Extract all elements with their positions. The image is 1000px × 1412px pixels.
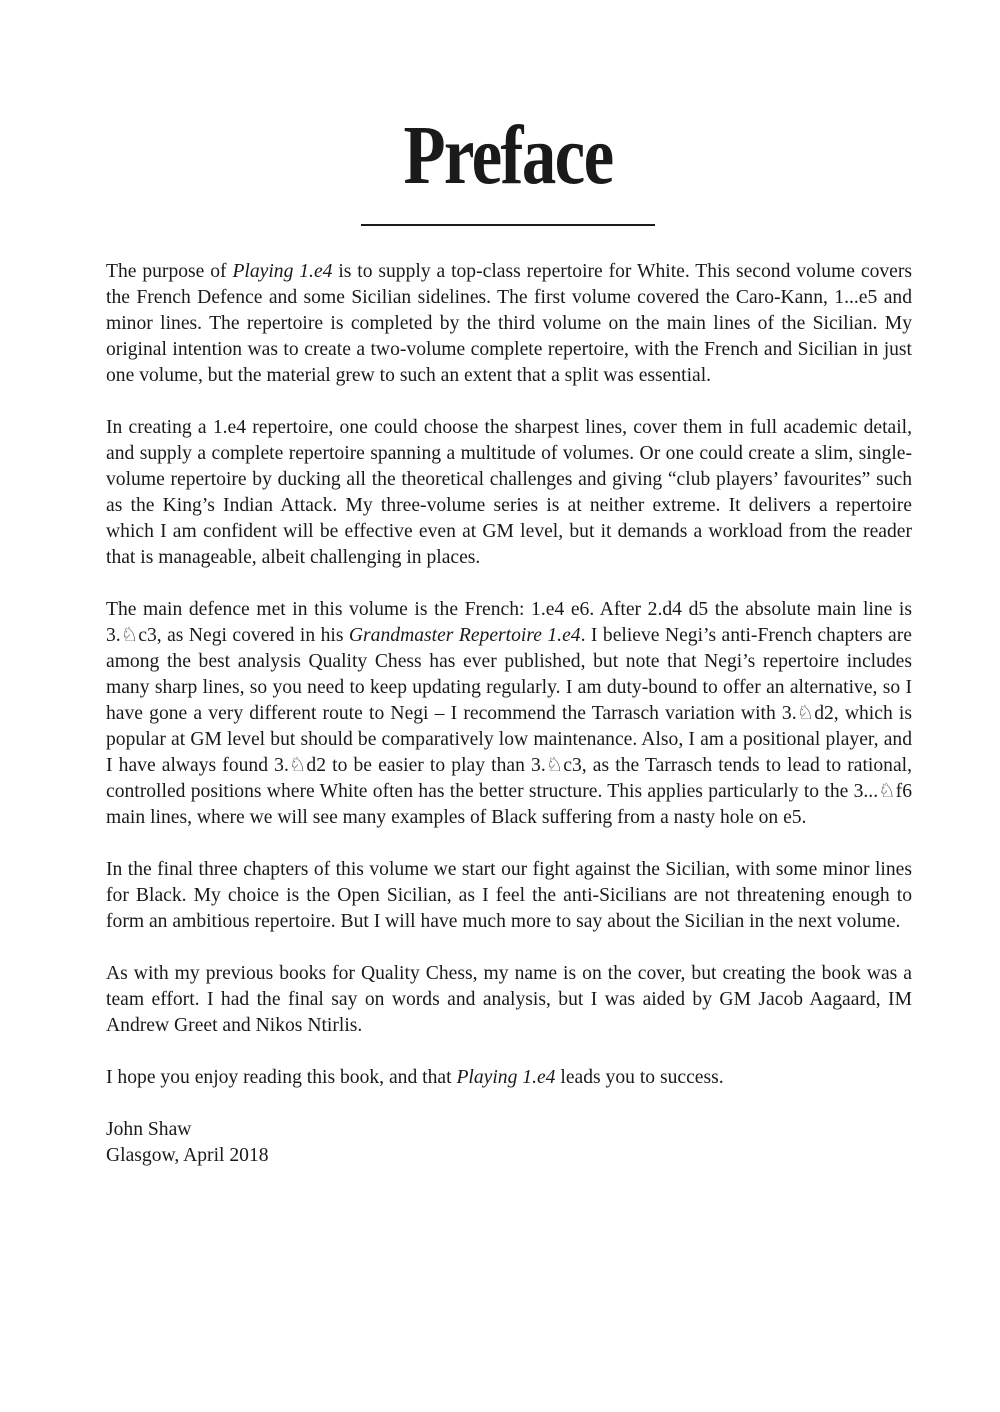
paragraph-text: . I believe Negi’s anti-French chapters are among the best analysis Quality Chess has ever published, but note that Negi’s repertoire includes many sharp lines, so you need to keep updating regularly. I am duty-bound to offer an alternative, so I have gone a very different route to Negi – I recommend the Tarrasch variation with 3.♘d2, which is popular at GM level but should be comparatively low maintenance. Also, I am a positional player, and I have always found 3.♘d2 to be easier to play than 3.♘c3, as the Tarrasch tends to lead to rational, controlled positions where White often has the better structure. This applies particularly to the 3...♘f6 main lines, where we will see many examples of Black suffering from a nasty hole on e5.	[106, 625, 912, 828]
paragraph-text: I hope you enjoy reading this book, and that	[106, 1067, 457, 1088]
signature	[106, 1117, 912, 1169]
preface-body	[106, 259, 912, 1169]
paragraph-sicilian: In the final three chapters of this volume we start our fight against the Sicilian, with some minor lines for Black. My choice is the Open Sicilian, as I feel the anti-Sicilians are not threatening enough to form an ambitious repertoire. But I will have much more to say about the Sicilian in the next volume.	[106, 859, 912, 932]
book-title: Playing 1.e4	[456, 1067, 556, 1088]
place-date: Glasgow, April 2018	[106, 1145, 269, 1166]
paragraph-text: leads you to success.	[555, 1067, 724, 1088]
paragraph-text: The main defence met in this volume is the French: 1.e4 e6. After 2.d4 d5 the absolute main line is 3.♘c3, as Negi covered in his	[106, 599, 912, 646]
book-title: Grandmaster Repertoire 1.e4	[348, 625, 581, 646]
title-underline	[361, 224, 655, 226]
page-title: Preface	[403, 109, 613, 202]
paragraph-text: The purpose of	[106, 261, 233, 282]
paragraph-french	[106, 597, 912, 831]
paragraph-closing	[106, 1065, 912, 1091]
paragraph-approach: In creating a 1.e4 repertoire, one could choose the sharpest lines, cover them in full academic detail, and supply a complete repertoire spanning a multitude of volumes. Or one could create a slim, single-volume repertoire by ducking all the theoretical challenges and giving “club players’ favourites” such as the King’s Indian Attack. My three-volume series is at neither extreme. It delivers a repertoire which I am confident will be effective even at GM level, but it demands a workload from the reader that is manageable, albeit challenging in places.	[106, 417, 912, 568]
book-title: Playing 1.e4	[232, 261, 333, 282]
paragraph-text: is to supply a top-class repertoire for White. This second volume covers the French Defence and some Sicilian sidelines. The first volume covered the Caro-Kann, 1...e5 and minor lines. The repertoire is completed by the third volume on the main lines of the Sicilian. My original intention was to create a two-volume complete repertoire, with the French and Sicilian in just one volume, but the material grew to such an extent that a split was essential.	[106, 261, 913, 386]
paragraph-purpose	[106, 259, 912, 389]
author-name: John Shaw	[106, 1119, 192, 1140]
paragraph-credits: As with my previous books for Quality Chess, my name is on the cover, but creating the book was a team effort. I had the final say on words and analysis, but I was aided by GM Jacob Aagaard, IM Andrew Greet and Nikos Ntirlis.	[106, 963, 912, 1036]
